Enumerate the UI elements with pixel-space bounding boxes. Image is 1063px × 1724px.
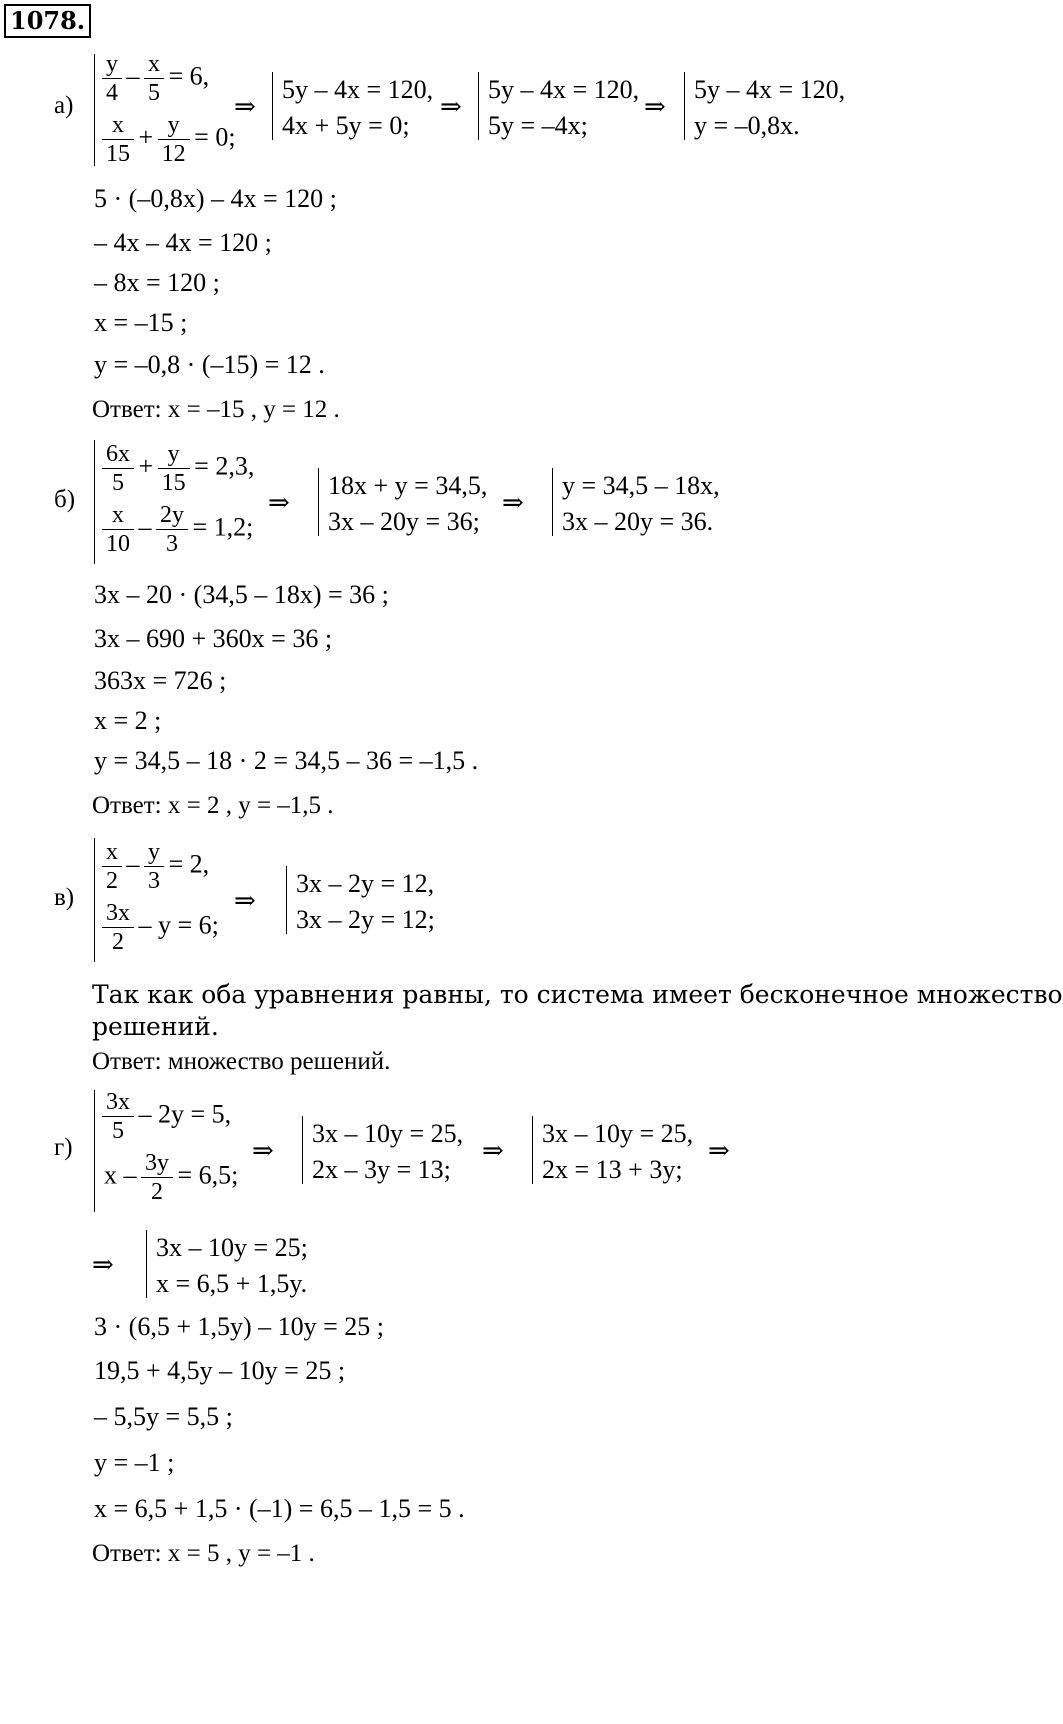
implies-arrow: ⇒: [440, 92, 462, 121]
part-g-step: x = 6,5 + 1,5 · (–1) = 6,5 – 1,5 = 5 .: [94, 1494, 465, 1523]
part-b-answer: Ответ: x = 2 , y = –1,5 .: [92, 792, 334, 819]
system-brace: [526, 1116, 540, 1184]
part-b-step: 363x = 726 ;: [94, 666, 227, 695]
part-a-system-3: 5y – 4x = 120, 5y = –4x;: [488, 75, 640, 140]
part-v-explanation-line-2: решений.: [92, 1012, 219, 1041]
part-a-answer: Ответ: x = –15 , y = 12 .: [92, 396, 340, 423]
system-brace: [296, 1116, 310, 1184]
part-g-step: 19,5 + 4,5y – 10y = 25 ;: [94, 1356, 346, 1385]
system-brace: [88, 838, 102, 962]
implies-arrow: ⇒: [234, 92, 256, 121]
part-a-step: 5 · (–0,8x) – 4x = 120 ;: [94, 184, 337, 213]
system-brace: [472, 72, 486, 140]
system-brace: [266, 72, 280, 140]
part-g-system-2: 3x – 10y = 25, 2x – 3y = 13;: [312, 1119, 464, 1184]
part-a-step: y = –0,8 · (–15) = 12 .: [94, 350, 325, 379]
system-brace: [88, 440, 102, 564]
part-v-label: в): [54, 884, 75, 911]
part-v-explanation-line-1: Так как оба уравнения равны, то система имеет бесконечное множество: [92, 980, 1063, 1009]
part-g-step: 3 · (6,5 + 1,5y) – 10y = 25 ;: [94, 1312, 385, 1341]
implies-arrow: ⇒: [252, 1136, 274, 1165]
implies-arrow: ⇒: [234, 886, 256, 915]
part-b-step: 3x – 20 · (34,5 – 18x) = 36 ;: [94, 580, 389, 609]
part-b-step: 3x – 690 + 360x = 36 ;: [94, 624, 333, 653]
part-b-step: x = 2 ;: [94, 706, 162, 735]
system-brace: [280, 866, 294, 934]
part-a-system-2: 5y – 4x = 120, 4x + 5y = 0;: [282, 75, 434, 140]
part-b-label: б): [54, 486, 76, 513]
part-a-step: – 8x = 120 ;: [94, 268, 220, 297]
part-g-system-4: 3x – 10y = 25; x = 6,5 + 1,5y.: [156, 1233, 308, 1298]
implies-arrow: ⇒: [708, 1136, 730, 1165]
part-g-system-3: 3x – 10y = 25, 2x = 13 + 3y;: [542, 1119, 694, 1184]
part-g-step: y = –1 ;: [94, 1448, 175, 1477]
part-g-label: г): [54, 1134, 73, 1161]
part-b-step: y = 34,5 – 18 · 2 = 34,5 – 36 = –1,5 .: [94, 746, 479, 775]
part-g-answer: Ответ: x = 5 , y = –1 .: [92, 1540, 315, 1567]
system-brace: [88, 1090, 102, 1212]
implies-arrow: ⇒: [268, 488, 290, 517]
part-v-answer: Ответ: множество решений.: [92, 1048, 391, 1075]
implies-arrow: ⇒: [502, 488, 524, 517]
implies-arrow: ⇒: [644, 92, 666, 121]
system-brace: [312, 468, 326, 536]
part-g-step: – 5,5y = 5,5 ;: [94, 1402, 233, 1431]
part-a-system-1: $\frac{y}{4}$ – $\frac{x}{5}$ = 6, $\frac{x}{15}$ + $\frac{y}{12}$ = 0;: [104, 50, 236, 168]
system-brace: [546, 468, 560, 536]
part-b-system-1: $\frac{6x}{5}$ + $\frac{y}{15}$ = 2,3, $\frac{x}{10}$ – $\frac{2y}{3}$ = 1,2;: [104, 440, 254, 558]
part-v-system-2: 3x – 2y = 12, 3x – 2y = 12;: [296, 869, 435, 934]
part-b-system-3: y = 34,5 – 18x, 3x – 20y = 36.: [562, 471, 720, 536]
implies-arrow: ⇒: [482, 1136, 504, 1165]
part-b-system-2: 18x + y = 34,5, 3x – 20y = 36;: [328, 471, 488, 536]
part-a-step: – 4x – 4x = 120 ;: [94, 228, 272, 257]
part-v-system-1: $\frac{x}{2}$ – $\frac{y}{3}$ = 2, $\frac{3x}{2}$ – y = 6;: [104, 838, 219, 956]
system-brace: [678, 72, 692, 140]
part-a-system-4: 5y – 4x = 120, y = –0,8x.: [694, 75, 846, 140]
problem-number: 1078.: [4, 4, 91, 38]
part-a-step: x = –15 ;: [94, 308, 188, 337]
system-brace: [140, 1230, 154, 1298]
system-brace: [88, 54, 102, 166]
implies-arrow: ⇒: [92, 1250, 114, 1279]
part-a-label: а): [54, 92, 74, 119]
part-g-system-1: $\frac{3x}{5}$ – 2y = 5, x – $\frac{3y}{2}$ = 6,5;: [104, 1089, 239, 1205]
